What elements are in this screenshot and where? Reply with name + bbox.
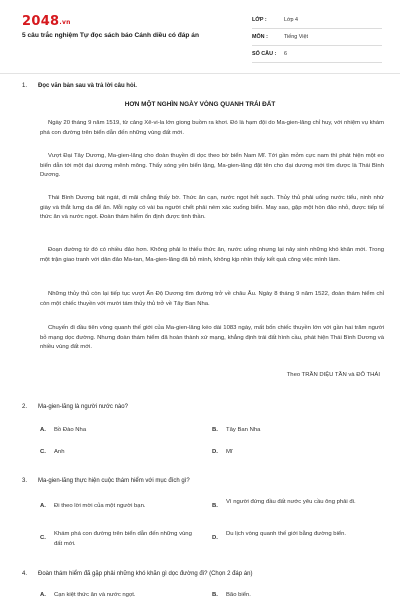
- option-text: Mĩ: [226, 449, 233, 455]
- question-3-heading: [22, 478, 190, 484]
- question-1-heading: [22, 83, 137, 89]
- meta-value: 6: [284, 51, 287, 57]
- option-a[interactable]: [40, 426, 194, 436]
- option-d[interactable]: [212, 448, 366, 458]
- meta-key: MÔN :: [252, 34, 268, 40]
- question-number: 4.: [22, 571, 28, 577]
- option-label: C.: [40, 535, 46, 541]
- passage-paragraph-2: Vượt Đại Tây Dương, Ma-gien-lăng cho đoàn thuyền đi dọc theo bờ biển Nam Mĩ. Tới gần mỏm cực nam thì phát hiện một eo biển dẫn tới một đại dương mênh mông. Thấy sóng yên biển lặng, Ma-gien-lăng đặt tên cho đại dương mới tìm được là Thái Bình Dương.: [40, 153, 384, 179]
- option-c[interactable]: [40, 530, 196, 549]
- question-prompt: Đọc văn bản sau và trả lời câu hỏi.: [38, 83, 137, 89]
- passage-author: Theo TRẦN DIỆU TẦN và ĐỖ THÁI: [286, 372, 380, 378]
- meta-row-subject: [252, 29, 382, 46]
- passage-title: HƠN MỘT NGHÌN NGÀY VÒNG QUANH TRÁI ĐẤT: [124, 101, 276, 108]
- option-text: Du lịch vòng quanh thế giới bằng đường biển.: [226, 531, 347, 537]
- document-title: 5 câu trắc nghiệm Tự đọc sách báo Cánh diều có đáp án: [22, 32, 199, 39]
- site-logo[interactable]: [22, 14, 71, 29]
- option-label: B.: [212, 503, 218, 509]
- option-label: D.: [212, 535, 218, 541]
- option-text: Đi theo lời mời của một người bạn.: [54, 503, 146, 509]
- meta-row-count: [252, 46, 382, 63]
- question-prompt: Ma-gien-lăng là người nước nào?: [38, 404, 128, 410]
- logo-suffix: .vn: [59, 19, 71, 26]
- option-b[interactable]: [212, 498, 376, 512]
- option-text: Cạn kiệt thức ăn và nước ngọt.: [54, 592, 136, 598]
- page-header: [0, 0, 400, 72]
- option-text: Khám phá con đường trên biển dẫn đến những vùng đất mới.: [54, 531, 192, 547]
- passage-paragraph-6: Chuyến đi đầu tiên vòng quanh thế giới của Ma-gien-lăng kéo dài 1083 ngày, mất bốn chiếc thuyền lớn với gần hai trăm người bỏ mạng dọc đường. Nhưng đoàn thám hiểm đã hoàn thành xứ mạng, khẳng định trái đất hình cầu, phát hiện Thái Bình Dương và nhiều vùng đất mới.: [40, 325, 384, 351]
- option-text: Anh: [54, 449, 65, 455]
- passage-paragraph-5: Những thủy thủ còn lại tiếp tục vượt Ấn Độ Dương tìm đường trở về châu Âu. Ngày 8 tháng 9 năm 1522, đoàn thám hiểm chỉ còn một chiếc thuyền với mười tám thủy thủ trở về Tây Ban Nha.: [40, 291, 384, 307]
- option-a[interactable]: [40, 591, 194, 600]
- meta-table: [252, 12, 382, 63]
- logo-main: 2048: [22, 14, 60, 29]
- option-text: Bão biển.: [226, 592, 251, 598]
- option-text: Vì người đứng đầu đất nước yêu cầu ông phải đi.: [226, 499, 356, 505]
- option-d[interactable]: [212, 530, 376, 544]
- passage-paragraph-3: Thái Bình Dương bát ngát, đi mãi chẳng thấy bờ. Thức ăn cạn, nước ngọt hết sạch. Thủy thủ phải uống nước tiểu, ninh nhừ giày và thắt lưng da để ăn. Mỗi ngày có vài ba người chết phải ném xác xuống biển. May sao, gặp một hòn đảo nhỏ, được tiếp tế thức ăn và nước ngọt. Đoàn thám hiểm ổn định được tinh thần.: [40, 195, 384, 221]
- option-b[interactable]: [212, 426, 366, 436]
- option-label: A.: [40, 592, 46, 598]
- header-divider: [0, 73, 400, 74]
- question-number: 2.: [22, 404, 28, 410]
- option-label: D.: [212, 449, 218, 455]
- question-number: 1.: [22, 83, 28, 89]
- option-label: A.: [40, 503, 46, 509]
- meta-value: Lớp 4: [284, 17, 299, 23]
- meta-key: LỚP :: [252, 17, 267, 23]
- option-text: Tây Ban Nha: [226, 427, 261, 433]
- option-c[interactable]: [40, 448, 194, 458]
- meta-value: Tiếng Việt: [284, 34, 308, 40]
- meta-key: SỐ CÂU :: [252, 51, 277, 57]
- option-label: B.: [212, 592, 218, 598]
- option-text: Bồ Đào Nha: [54, 427, 87, 433]
- option-label: C.: [40, 449, 46, 455]
- option-a[interactable]: [40, 502, 194, 512]
- passage-paragraph-4: Đoạn đường từ đó có nhiều đảo hơn. Không phải lo thiếu thức ăn, nước uống nhưng lại nảy sinh những khó khăn mới. Trong một trận giao tranh với dân đảo Ma-tan, Ma-gien-lăng đã bỏ mình, không kịp nhìn thấy kết quả công việc mình làm.: [40, 247, 384, 263]
- question-prompt: Đoàn thám hiểm đã gặp phải những khó khăn gì dọc đường đi? (Chọn 2 đáp án): [38, 571, 253, 577]
- option-b[interactable]: [212, 591, 366, 600]
- meta-row-class: [252, 12, 382, 29]
- question-number: 3.: [22, 478, 28, 484]
- option-label: A.: [40, 427, 46, 433]
- question-prompt: Ma-gien-lăng thực hiện cuộc thám hiểm với mục đích gì?: [38, 478, 190, 484]
- question-4-heading: [22, 571, 252, 577]
- passage-paragraph-1: Ngày 20 tháng 9 năm 1519, từ cảng Xê-vi-la lớn giong buồm ra khơi. Đó là hạm đội do Ma-gien-lăng chỉ huy, với nhiệm vụ khám phá con đường trên biển dẫn đến những vùng đất mới.: [40, 120, 384, 136]
- question-2-heading: [22, 404, 128, 410]
- option-label: B.: [212, 427, 218, 433]
